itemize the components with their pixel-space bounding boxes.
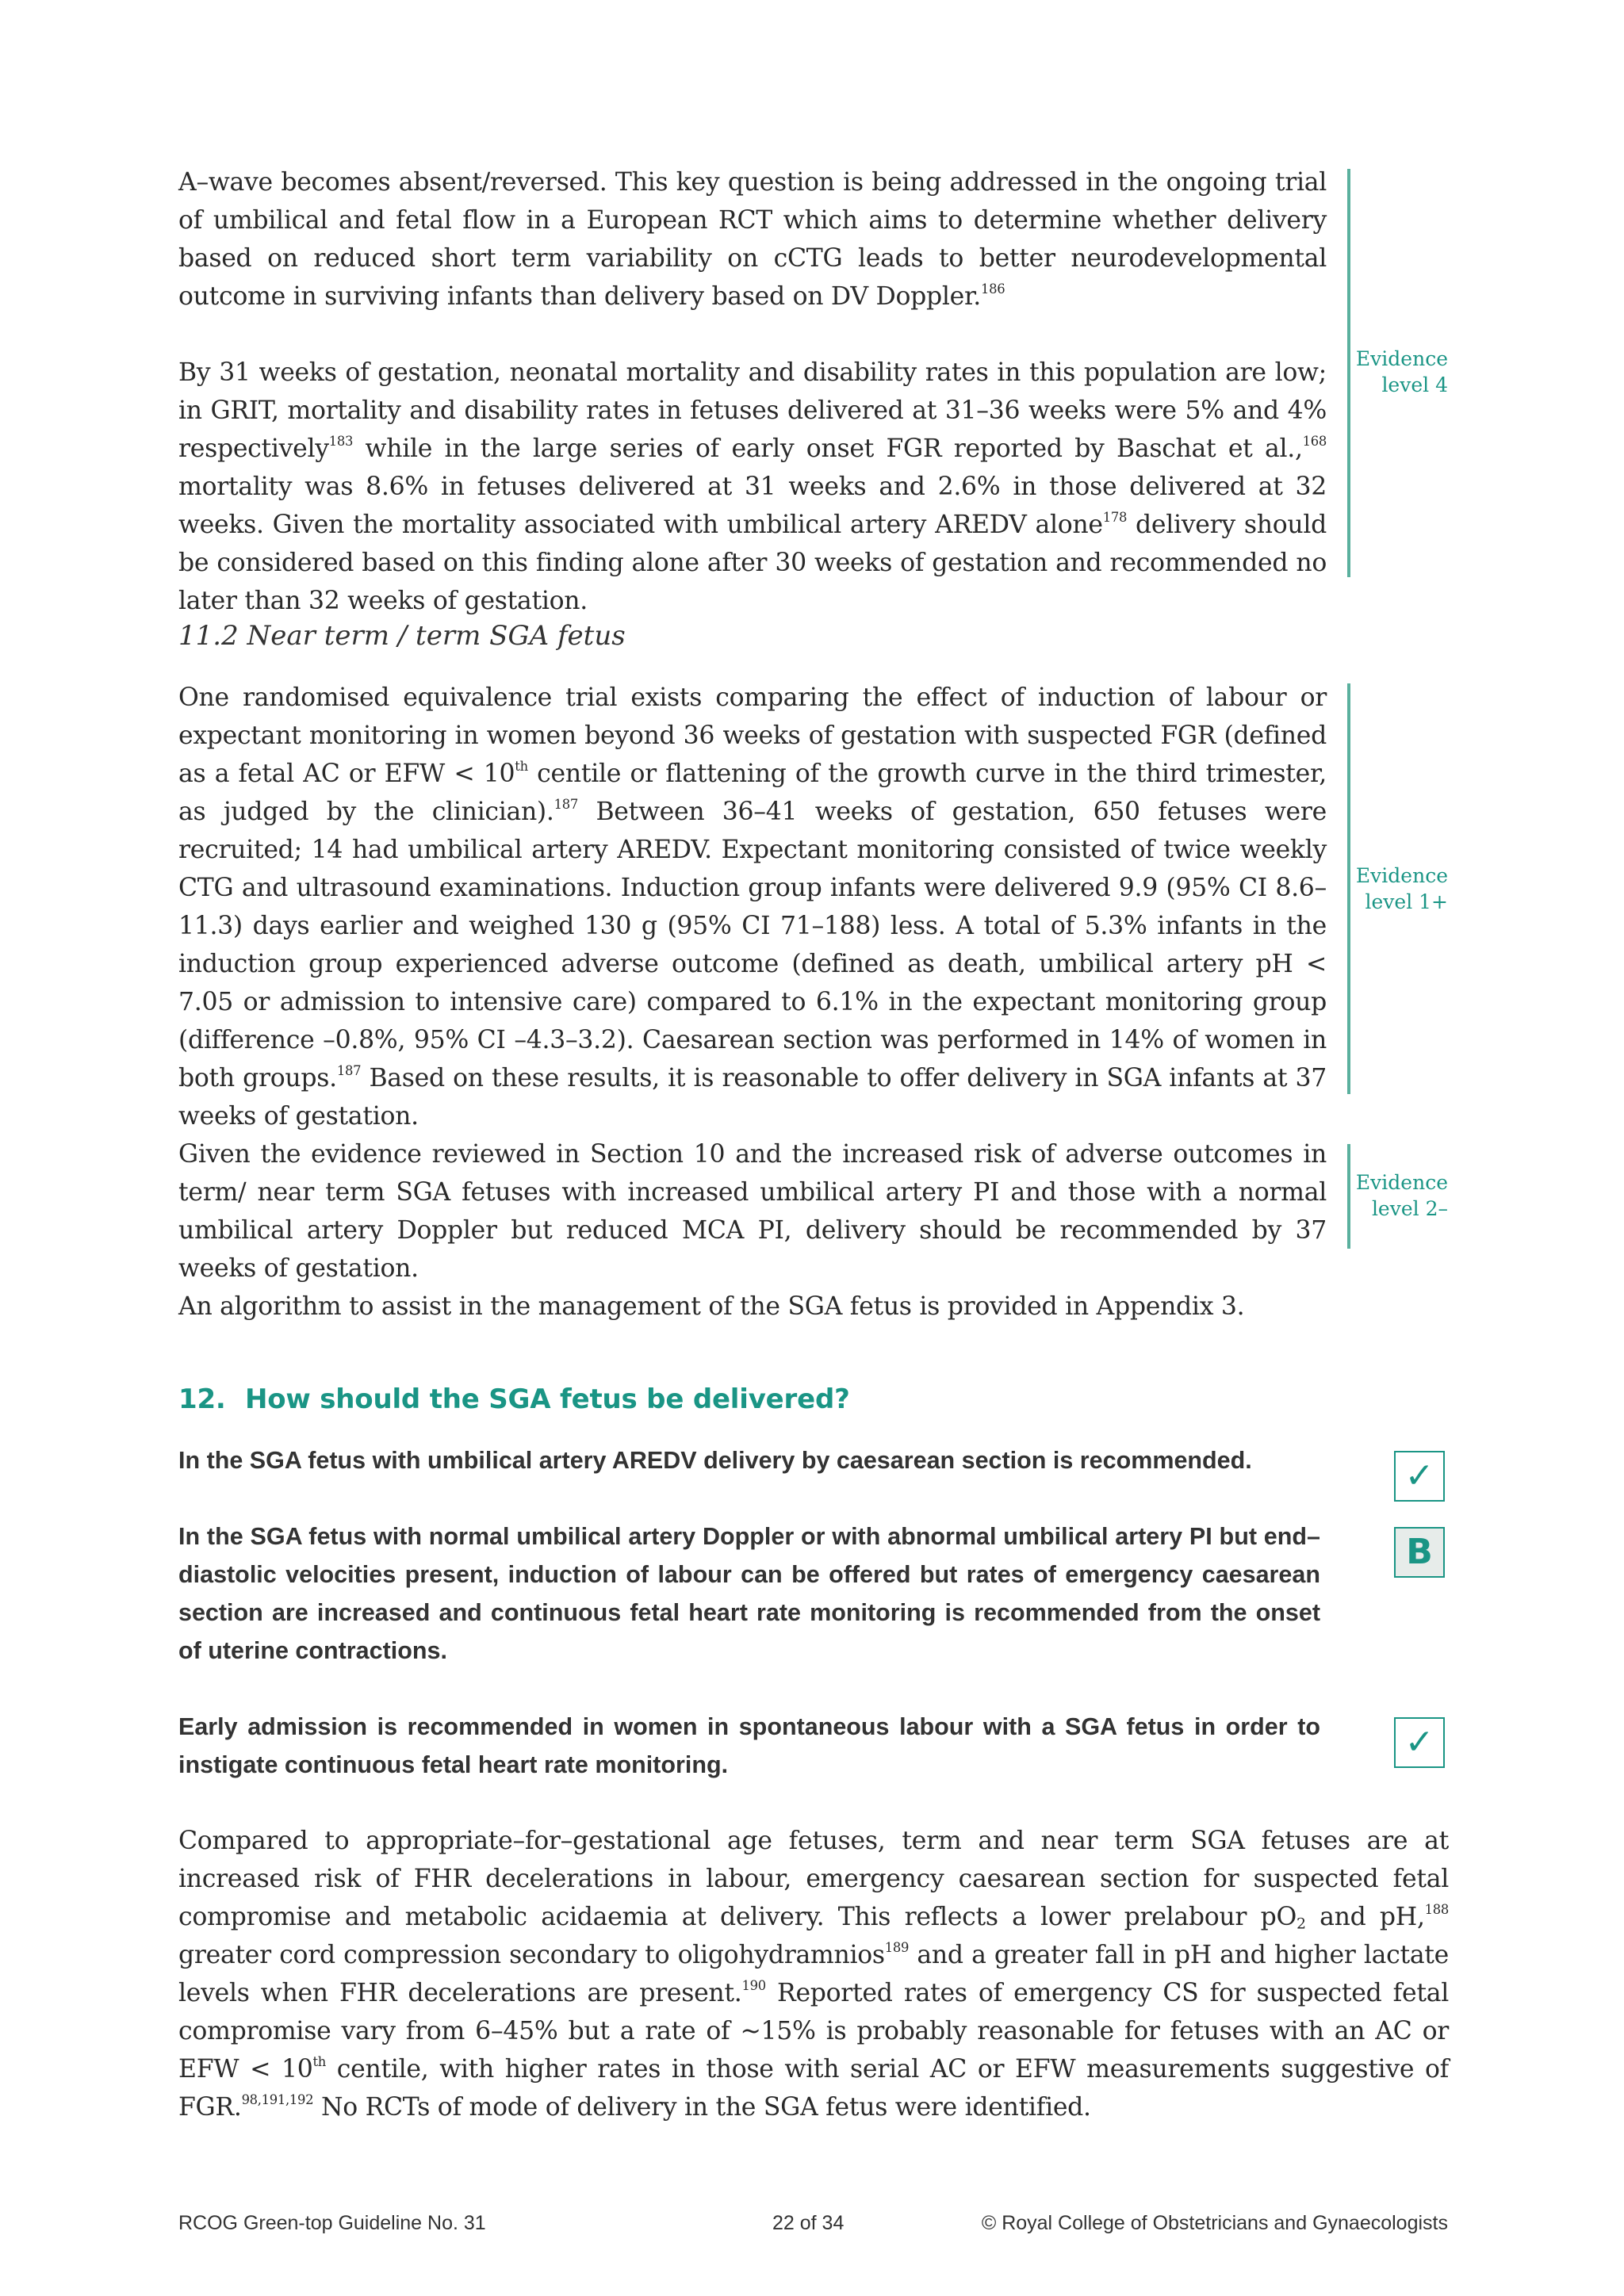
citation: 178 — [1102, 510, 1128, 526]
recommendation-early-admission: Early admission is recommended in women in spontaneous labour with a SGA fetus in order to instigate continuous fetal heart rate monitoring. — [178, 1713, 1320, 1778]
citation: 187 — [553, 797, 578, 813]
evidence-bar-1 — [1347, 169, 1350, 577]
good-practice-check-2 — [1394, 1717, 1445, 1768]
citation: 190 — [741, 1978, 766, 1994]
paragraph-algorithm-appendix: An algorithm to assist in the management of the SGA fetus is provided in Appendix 3. — [178, 1292, 1245, 1321]
citation: 188 — [1424, 1902, 1449, 1918]
recommendation-aredv-caesarean: In the SGA fetus with umbilical artery AREDV delivery by caesarean section is recommended. — [178, 1447, 1252, 1474]
paragraph-randomised-trial: One randomised equivalence trial exists comparing the effect of induction of labour or expectant monitoring in women beyond 36 weeks of gestation with suspected FGR (defined as a fetal AC or EFW < 10th centile or flattening of the growth curve in the third trimester, as judged by the clinician).$^{187}$ Between 36–41 weeks of gestation, 650 fetuses were recruited; 14 had umbilical artery AREDV. Expectant monitoring consisted of twice weekly CTG and ultrasound examinations. Induction group infants were delivered 9.9 (95% CI 8.6–11.3) days earlier and weighed 130 g (95% CI 71–188) less. A total of 5.3% infants in the induction group experienced adverse outcome (defined as death, umbilical artery pH < 7.05 or admission to intensive care) compared to 6.1% in the expectant monitoring group (difference –0.8%, 95% CI –4.3–3.2). Caesarean section was performed in 14% of women in both groups.$^{187}$ Based on these results, it is reasonable to offer delivery in SGA infants at 37 weeks of gestation. — [178, 683, 1327, 1131]
footer-page-number: 22 of 34 — [772, 2212, 845, 2234]
footer-guideline-name: RCOG Green-top Guideline No. 31 — [178, 2212, 486, 2234]
citation: 168 — [1302, 434, 1327, 450]
citation: 187 — [336, 1063, 362, 1079]
evidence-bar-2 — [1347, 683, 1350, 1094]
citation: 98,191,192 — [241, 2092, 314, 2108]
evidence-level-2minus: Evidence level 2– — [1355, 1171, 1448, 1220]
good-practice-check-1 — [1394, 1451, 1445, 1502]
grade-b-box — [1394, 1527, 1445, 1578]
citation: 186 — [980, 281, 1005, 297]
citation: 183 — [328, 434, 354, 450]
paragraph-section-10-evidence: Given the evidence reviewed in Section 10 and the increased risk of adverse outcomes in term/ near term SGA fetuses with increased umbilical artery PI and those with a normal umbilical artery Doppler but reduced MCA PI, delivery should be recommended by 37 weeks of gestation. — [178, 1140, 1327, 1283]
subheading-11-2: 11.2 Near term / term SGA fetus — [178, 620, 626, 652]
section-number: 12. — [178, 1383, 226, 1415]
recommendation-induction-monitoring: In the SGA fetus with normal umbilical artery Doppler or with abnormal umbilical artery PI but end–diastolic velocities present, induction of labour can be offered but rates of emergency caesarean section are increased and continuous fetal heart rate monitoring is recommended from the onset of uterine contractions. — [178, 1523, 1320, 1664]
section-title: How should the SGA fetus be delivered? — [245, 1383, 850, 1415]
evidence-level-4: Evidence level 4 — [1355, 347, 1448, 396]
paragraph-fhr-decelerations: Compared to appropriate–for–gestational age fetuses, term and near term SGA fetuses are at increased risk of FHR decelerations in labour, emergency caesarean section for suspected fetal compromise and metabolic acidaemia at delivery. This reflects a lower prelabour $pO_2$ and pH,$^{188}$ greater cord compression secondary to oligohydramnios$^{189}$ and a greater fall in pH and higher lactate levels when FHR decelerations are present.$^{190}$ Reported rates of emergency CS for suspected fetal compromise vary from 6–45% but a rate of ~15% is probably reasonable for fetuses with an AC or EFW < 10th centile, with higher rates in those with serial AC or EFW measurements suggestive of FGR.$^{98,191,192}$ No RCTs of mode of delivery in the SGA fetus were identified. — [178, 1827, 1449, 2122]
paragraph-31-weeks-mortality: By 31 weeks of gestation, neonatal mortality and disability rates in this population are low; in GRIT, mortality and disability rates in fetuses delivered at 31–36 weeks were 5% and 4% respectively$^{183}$ while in the large series of early onset FGR reported by Baschat et al.,$^{168}$ mortality was 8.6% in fetuses delivered at 31 weeks and 2.6% in those delivered at 32 weeks. Given the mortality associated with umbilical artery AREDV alone$^{178}$ delivery should be considered based on this finding alone after 30 weeks of gestation and recommended no later than 32 weeks of gestation. — [178, 358, 1327, 615]
evidence-bar-3 — [1347, 1144, 1350, 1249]
citation: 189 — [884, 1940, 910, 1956]
section-12-heading — [178, 1383, 850, 1415]
check-icon: ✓ — [1404, 1722, 1434, 1762]
evidence-level-1plus: Evidence level 1+ — [1355, 864, 1448, 913]
footer-copyright: © Royal College of Obstetricians and Gynaecologists — [981, 2212, 1448, 2234]
check-icon: ✓ — [1404, 1456, 1434, 1496]
grade-letter: B — [1406, 1532, 1433, 1572]
paragraph-dv-doppler-trial: A–wave becomes absent/reversed. This key question is being addressed in the ongoing trial of umbilical and fetal flow in a European RCT which aims to determine whether delivery based on reduced short term variability on cCTG leads to better neurodevelopmental outcome in surviving infants than delivery based on DV Doppler.$^{186}$ — [178, 168, 1327, 311]
